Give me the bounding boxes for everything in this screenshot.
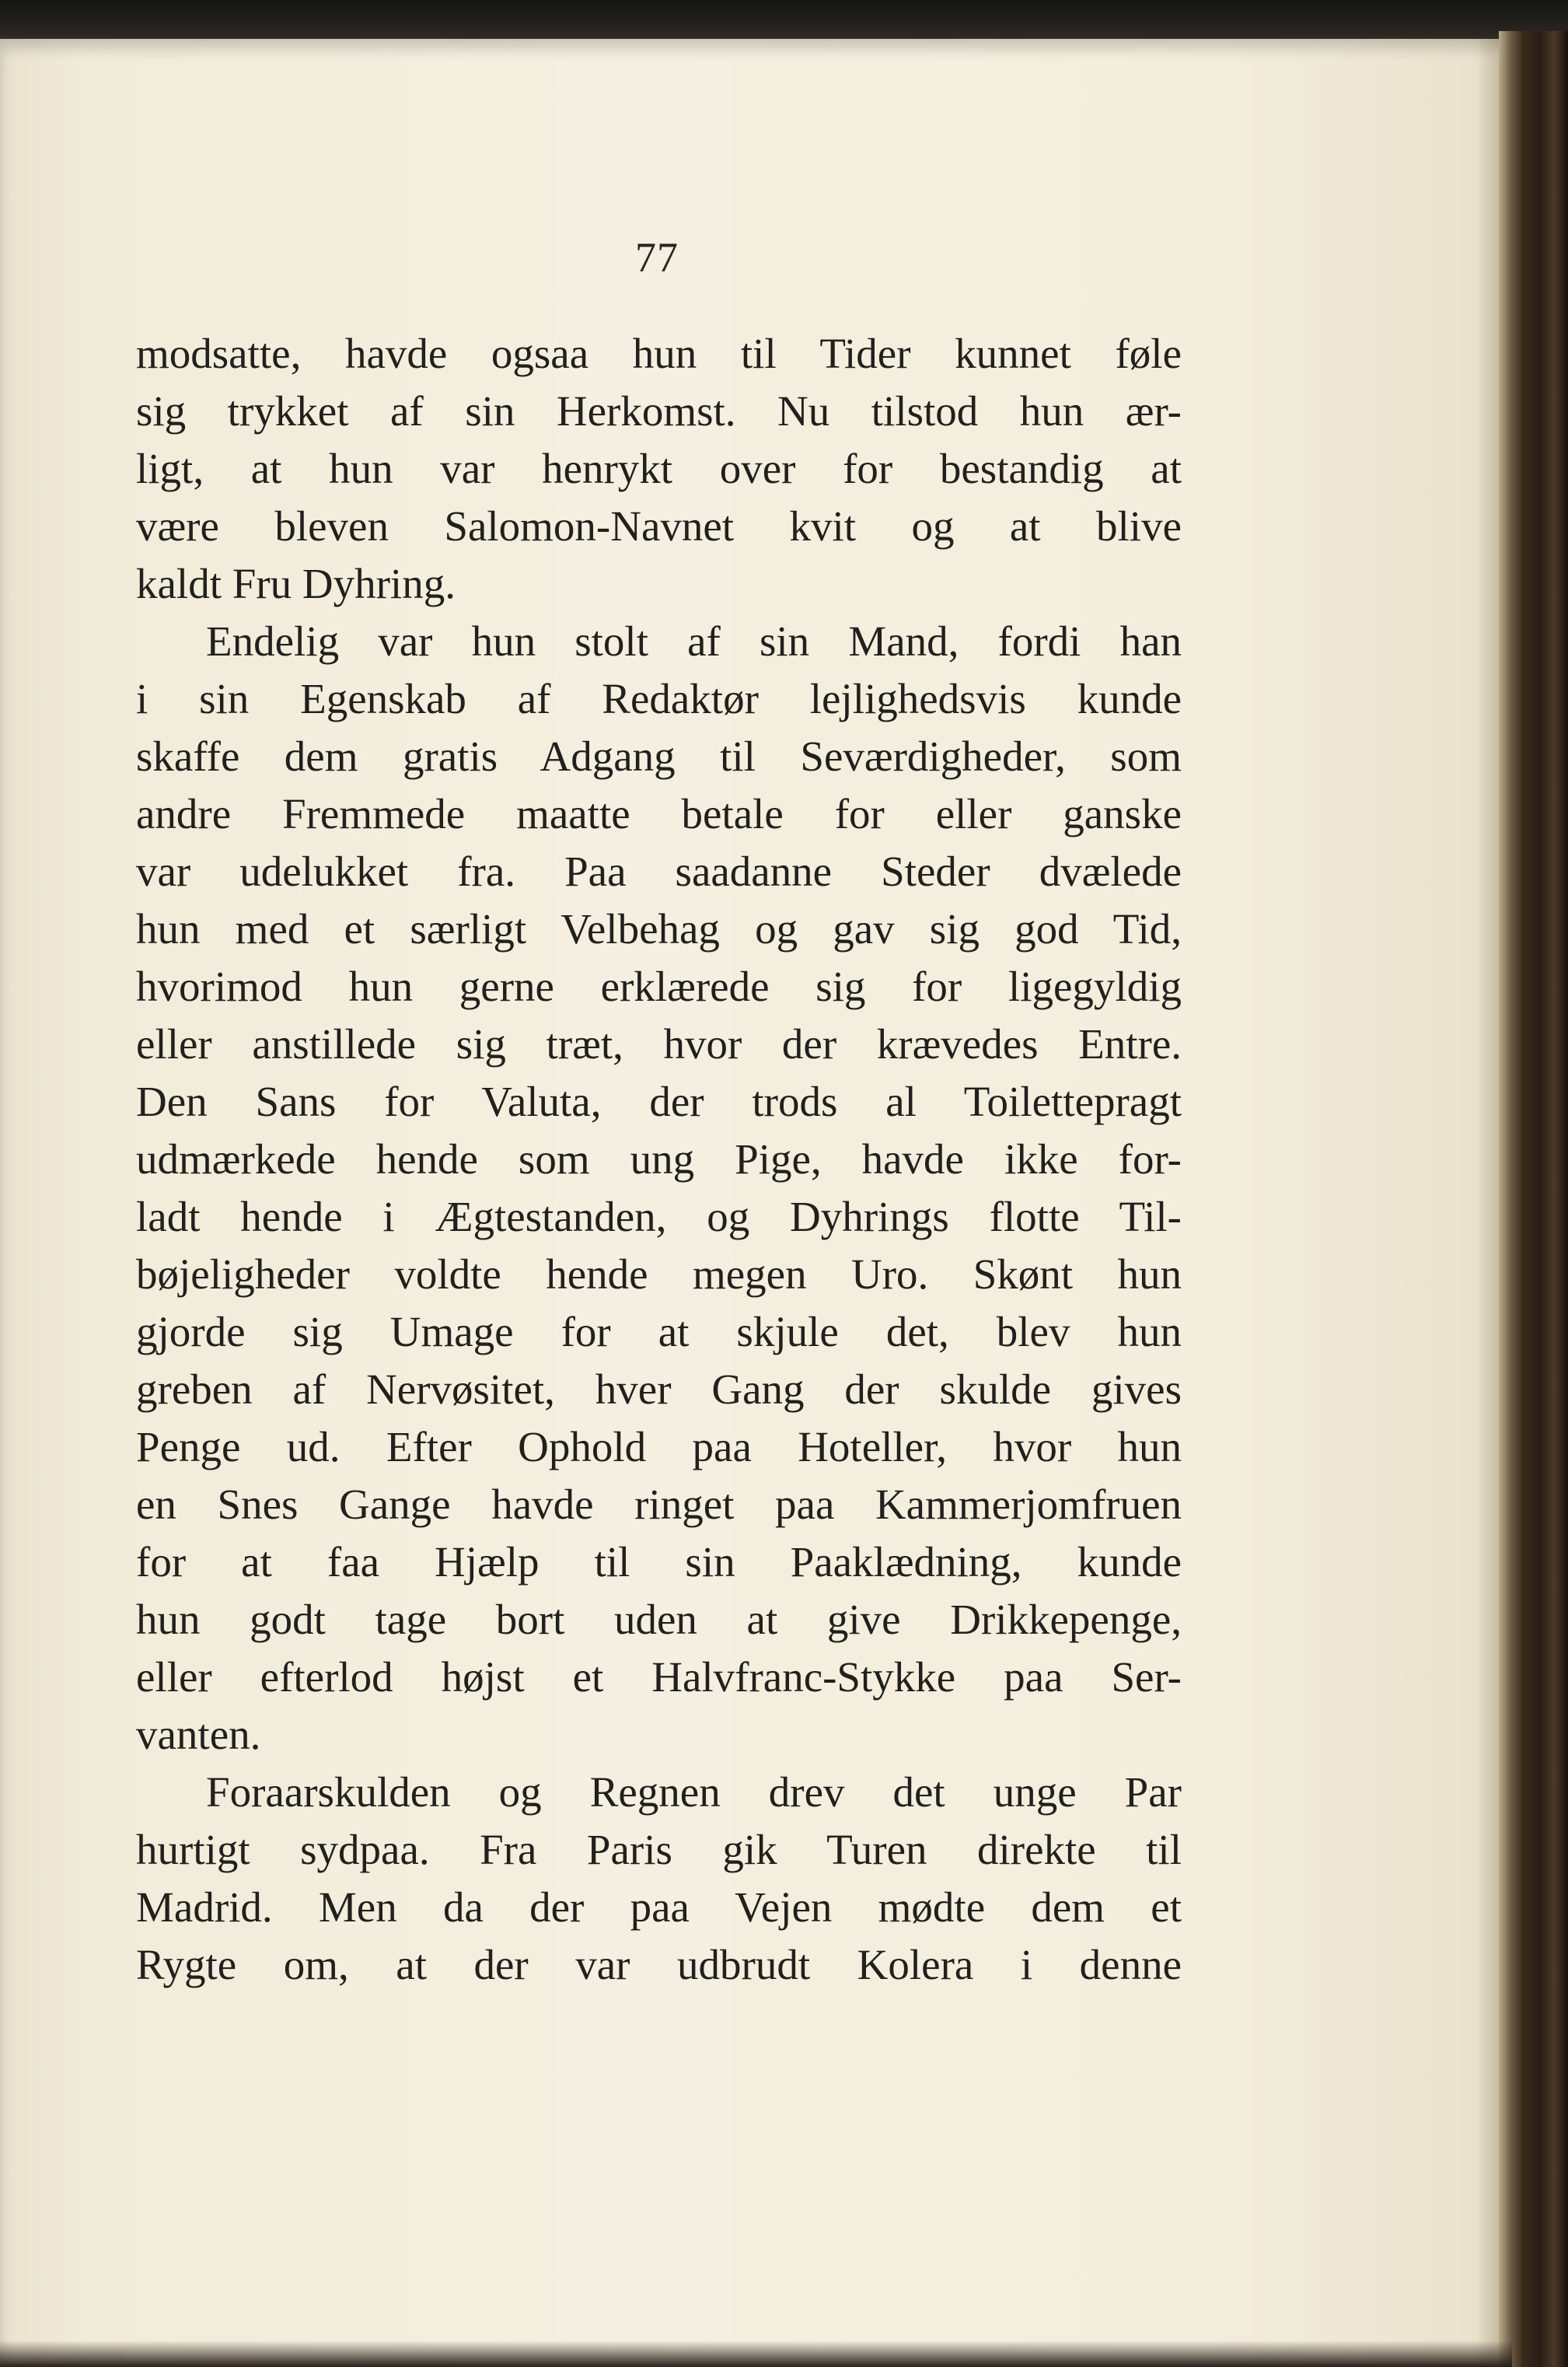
text-line: Foraarskulden og Regnen drev det unge Par (206, 1768, 1182, 1816)
text-line: Rygte om, at der var udbrudt Kolera i denne (136, 1941, 1182, 1988)
text-line: modsatte, havde ogsaa hun til Tider kunnet føle (136, 330, 1182, 377)
text-line: en Snes Gange havde ringet paa Kammerjomfruen (136, 1481, 1182, 1528)
text-line: hurtigt sydpaa. Fra Paris gik Turen direkte til (136, 1826, 1182, 1873)
text-line: vanten. (136, 1711, 261, 1758)
text-line: eller anstillede sig træt, hvor der krævedes Entre. (136, 1020, 1182, 1068)
text-line: i sin Egenskab af Redaktør lejlighedsvis kunde (136, 675, 1182, 722)
text-line: bøjeligheder voldte hende megen Uro. Skønt hun (136, 1250, 1182, 1298)
text-line: kaldt Fru Dyhring. (136, 560, 456, 607)
text-line: greben af Nervøsitet, hver Gang der skulde gives (136, 1365, 1182, 1413)
body-text (136, 325, 1182, 1994)
text-line: Den Sans for Valuta, der trods al Toilettepragt (136, 1078, 1182, 1125)
text-line: skaffe dem gratis Adgang til Seværdigheder, som (136, 732, 1182, 780)
text-line: eller efterlod højst et Halvfranc-Stykke paa Ser- (136, 1653, 1182, 1701)
text-line: Madrid. Men da der paa Vejen mødte dem et (136, 1883, 1182, 1931)
page-number: 77 (635, 234, 679, 281)
text-line: for at faa Hjælp til sin Paaklædning, kunde (136, 1538, 1182, 1586)
text-line: gjorde sig Umage for at skjule det, blev hun (136, 1308, 1182, 1355)
text-line: var udelukket fra. Paa saadanne Steder dvælede (136, 848, 1182, 895)
text-line: ladt hende i Ægtestanden, og Dyhrings flotte Til- (136, 1193, 1182, 1240)
text-line: hun godt tage bort uden at give Drikkepenge, (136, 1596, 1182, 1643)
text-line: ligt, at hun var henrykt over for bestandig at (136, 445, 1182, 492)
text-line: Penge ud. Efter Ophold paa Hoteller, hvor hun (136, 1423, 1182, 1470)
text-line: Endelig var hun stolt af sin Mand, fordi han (206, 617, 1182, 665)
text-line: sig trykket af sin Herkomst. Nu tilstod hun ær- (136, 387, 1182, 435)
text-line: andre Fremmede maatte betale for eller ganske (136, 790, 1182, 837)
book-binding-edge (1499, 31, 1568, 2367)
text-line: være bleven Salomon-Navnet kvit og at blive (136, 502, 1182, 550)
text-line: udmærkede hende som ung Pige, havde ikke for- (136, 1135, 1182, 1183)
scan-bottom-edge (0, 2341, 1512, 2367)
text-line: hun med et særligt Velbehag og gav sig god Tid, (136, 905, 1182, 953)
text-line: hvorimod hun gerne erklærede sig for ligegyldig (136, 963, 1182, 1010)
